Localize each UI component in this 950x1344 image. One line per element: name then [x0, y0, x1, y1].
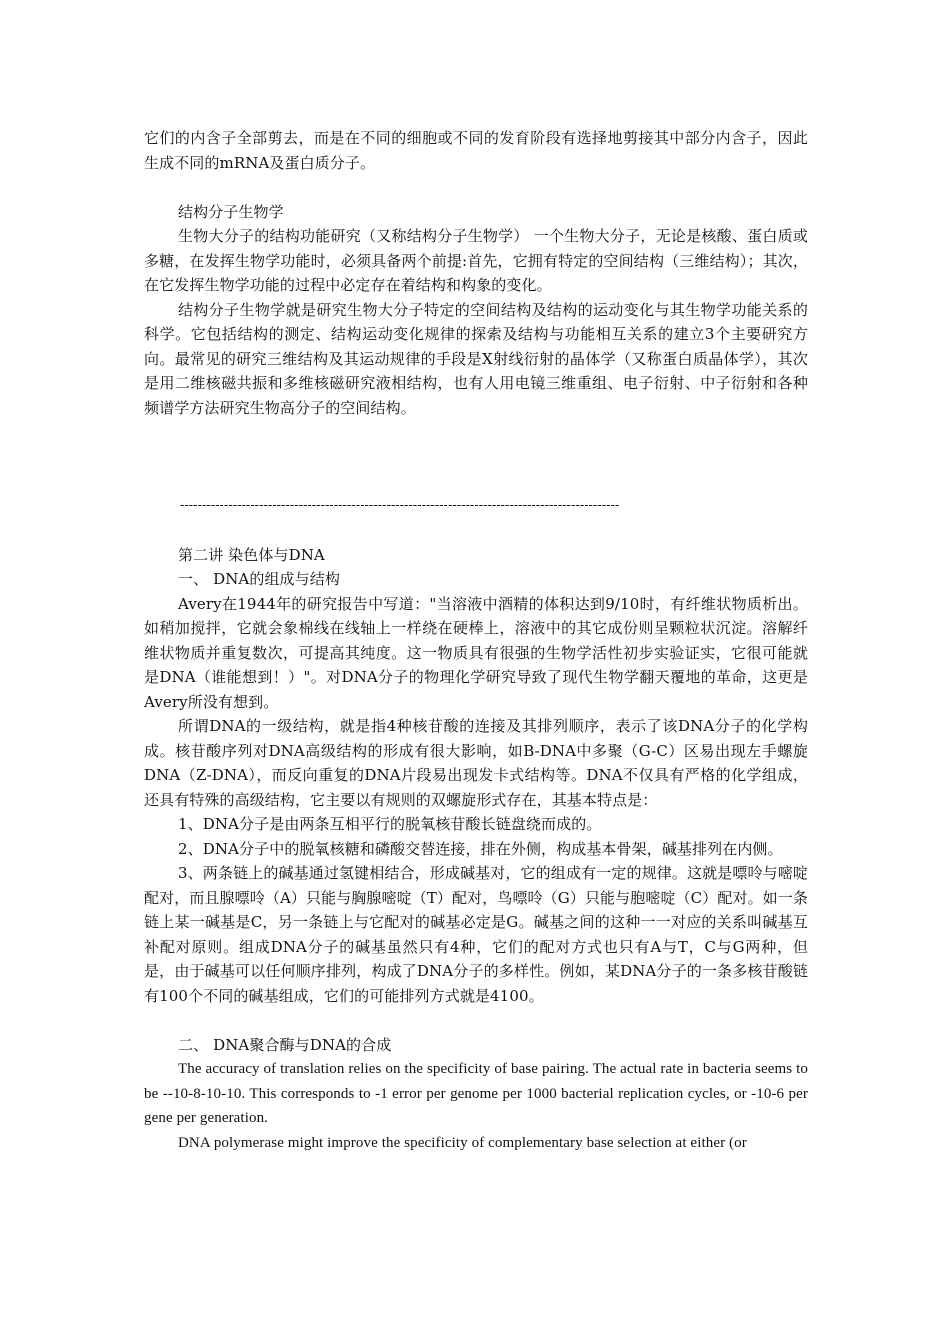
- heading-lecture-2: 第二讲 染色体与DNA: [178, 545, 325, 564]
- heading-dna-composition: 一、 DNA的组成与结构: [178, 570, 340, 588]
- list-item-2: 2、DNA分子中的脱氧核糖和磷酸交替连接，排在外侧，构成基本骨架，碱基排列在内侧。: [178, 839, 783, 858]
- paragraph-polymerase-specificity: DNA polymerase might improve the specificity of complementary base selection at either (or: [178, 1134, 747, 1151]
- blank-line: [144, 175, 808, 200]
- blank-line: [144, 469, 808, 494]
- list-item-1: 1、DNA分子是由两条互相平行的脱氧核苷酸长链盘绕而成的。: [178, 815, 602, 833]
- paragraph-primary-structure: 所谓DNA的一级结构，就是指4种核苷酸的连接及其排列顺序，表示了该DNA分子的化学构成。核苷酸序列对DNA高级结构的形成有很大影响，如B-DNA中多聚（G-C）区易出现左手螺旋DNA（Z-DNA），而反向重复的DNA片段易出现发卡式结构等。DNA不仅具有严格的化学组成，还具有特殊的高级结构，它主要以有规则的双螺旋形式存在，其基本特点是：: [144, 717, 808, 809]
- heading-structural-biology: 结构分子生物学: [178, 202, 284, 221]
- heading-dna-polymerase: 二、 DNA聚合酶与DNA的合成: [178, 1035, 392, 1054]
- list-item-3: 3、两条链上的碱基通过氢键相结合，形成碱基对，它的组成有一定的规律。这就是嘌呤与嘧啶配对，而且腺嘌呤（A）只能与胸腺嘧啶（T）配对，鸟嘌呤（G）只能与胞嘧啶（C）配对。如一条链上某一碱基是C，另一条链上与它配对的碱基必定是G。碱基之间的这种一一对应的关系叫碱基互补配对原则。组成DNA分子的碱基虽然只有4种，它们的配对方式也只有A与T，C与G两种，但是，由于碱基可以任何顺序排列，构成了DNA分子的多样性。例如，某DNA分子的一条多核苷酸链有100个不同的碱基组成，它们的可能排列方式就是4100。: [144, 864, 808, 1005]
- paragraph-structure-function: 生物大分子的结构功能研究（又称结构分子生物学） 一个生物大分子，无论是核酸、蛋白质或多糖，在发挥生物学功能时，必须具备两个前提:首先，它拥有特定的空间结构（三维结构）；其次，在它发挥生物学功能的过程中必定存在着结构和构象的变化。: [144, 227, 808, 294]
- blank-line: [144, 1008, 808, 1033]
- blank-gap: [144, 420, 808, 469]
- section-divider: ----------------------------------------------------------------------------------------------------: [180, 497, 620, 513]
- paragraph-avery: Avery在1944年的研究报告中写道："当溶液中酒精的体积达到9/10时，有纤维状物质析出。如稍加搅拌，它就会象棉线在线轴上一样绕在硬棒上，溶液中的其它成份则呈颗粒状沉淀。溶解纤维状物质并重复数次，可提高其纯度。这一物质具有很强的生物学活性初步实验证实，它很可能就是DNA（谁能想到！）"。对DNA分子的物理化学研究导致了现代生物学翻天覆地的革命，这更是Avery所没有想到。: [144, 594, 808, 711]
- blank-line: [144, 518, 808, 543]
- paragraph-structural-biology-definition: 结构分子生物学就是研究生物大分子特定的空间结构及结构的运动变化与其生物学功能关系的科学。它包括结构的测定、结构运动变化规律的探索及结构与功能相互关系的建立3个主要研究方向。最常见的研究三维结构及其运动规律的手段是X射线衍射的晶体学（又称蛋白质晶体学），其次是用二维核磁共振和多维核磁研究液相结构，也有人用电镜三维重组、电子衍射、中子衍射和各种频谱学方法研究生物高分子的空间结构。: [144, 300, 808, 417]
- paragraph-translation-accuracy: The accuracy of translation relies on the specificity of base pairing. The actual rate in bacteria seems to be --10-8-10-10. This corresponds to -1 error per genome per 1000 bacterial replication cycles, or -10-6 per gene per generation.: [144, 1061, 808, 1126]
- paragraph-splicing: 它们的内含子全部剪去，而是在不同的细胞或不同的发育阶段有选择地剪接其中部分内含子，因此生成不同的mRNA及蛋白质分子。: [144, 129, 808, 172]
- document-page: [144, 126, 808, 1155]
